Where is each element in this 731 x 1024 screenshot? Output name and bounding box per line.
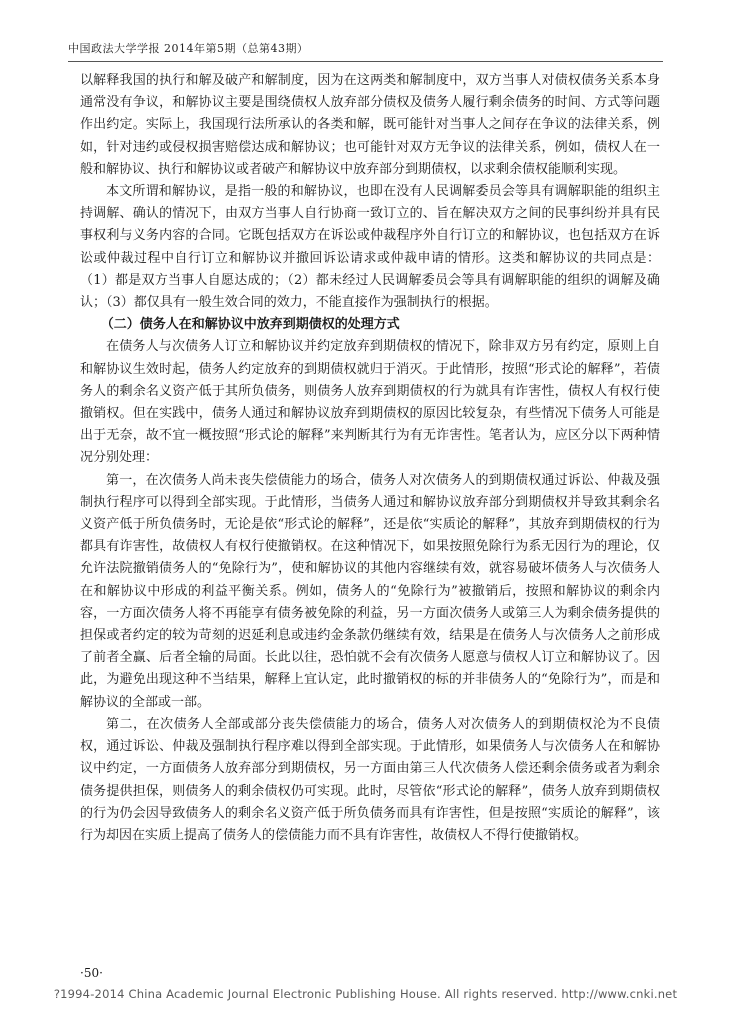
running-header: 中国政法大学学报 2014年第5期（总第43期） xyxy=(68,42,309,55)
page-number: ·50· xyxy=(80,966,103,980)
paragraph-definition: 本文所谓和解协议，是指一般的和解协议，也即在没有人民调解委员会等具有调解职能的组织主持调解、确认的情况下，由双方当事人自行协商一致订立的、旨在解决双方之间的民事纠纷并具有民事权利与义务内容的合同。它既包括双方在诉讼或仲裁程序外自行订立的和解协议，也包括双方在诉讼或仲裁过程中自行订立和解协议并撤回诉讼请求或仲裁申请的情形。这类和解协议的共同点是：（1）都是双方当事人自愿达成的；（2）都未经过人民调解委员会等具有调解职能的组织的调解及确认；（3）都仅具有一般生效合同的效力，不能直接作为强制执行的根据。 xyxy=(80,184,660,311)
paragraph-continued: 以解释我国的执行和解及破产和解制度，因为在这两类和解制度中，双方当事人对债权债务关系本身通常没有争议，和解协议主要是围绕债权人放弃部分债权及债务人履行剩余债务的时间、方式等问题作出约定。实际上，我国现行法所承认的各类和解，既可能针对当事人之间存在争议的法律关系，例如，针对违约或侵权损害赔偿达成和解协议；也可能针对双方无争议的法律关系，例如，债权人在一般和解协议、执行和解协议或者破产和解协议中放弃部分到期债权，以求剩余债权能顺利实现。 xyxy=(80,73,660,177)
copyright-notice: ?1994-2014 China Academic Journal Electronic Publishing House. All rights reserved. http://www.cnki.net xyxy=(53,987,678,1001)
paragraph-case-one: 第一，在次债务人尚未丧失偿债能力的场合，债务人对次债务人的到期债权通过诉讼、仲裁及强制执行程序可以得到全部实现。于此情形，当债务人通过和解协议放弃部分到期债权并导致其剩余名义资产低于所负债务时，无论是依“形式论的解释”，还是依“实质论的解释”，其放弃到期债权的行为都具有诈害性，故债权人有权行使撤销权。在这种情况下，如果按照免除行为系无因行为的理论，仅允许法院撤销债务人的“免除行为”，使和解协议的其他内容继续有效，就容易破坏债务人与次债务人在和解协议中形成的利益平衡关系。例如，债务人的“免除行为”被撤销后，按照和解协议的剩余内容，一方面次债务人将不再能享有债务被免除的利益，另一方面次债务人或第三人为剩余债务提供的担保或者约定的较为苛刻的迟延利息或违约金条款仍继续有效，结果是在债务人与次债务人之前形成了前者全赢、后者全输的局面。长此以往，恐怕就不会有次债务人愿意与债权人订立和解协议了。因此，为避免出现这种不当结果，解释上宜认定，此时撤销权的标的并非债务人的“免除行为”，而是和解协议的全部或一部。 xyxy=(80,472,660,710)
section-heading: （二）债务人在和解协议中放弃到期债权的处理方式 xyxy=(100,317,400,333)
paragraph-intro: 在债务人与次债务人订立和解协议并约定放弃到期债权的情况下，除非双方另有约定，原则上自和解协议生效时起，债务人约定放弃的到期债权就归于消灭。于此情形，按照“形式论的解释”，若债务人的剩余名义资产低于其所负债务，则债务人放弃到期债权的行为就具有诈害性，债权人有权行使撤销权。但在实践中，债务人通过和解协议放弃到期债权的原因比较复杂，有些情况下债务人可能是出于无奈，故不宜一概按照“形式论的解释”来判断其行为有无诈害性。笔者认为，应区分以下两种情况分别处理： xyxy=(80,339,660,466)
header-divider xyxy=(68,61,663,62)
article-body xyxy=(80,70,660,847)
paragraph-case-two: 第二，在次债务人全部或部分丧失偿债能力的场合，债务人对次债务人的到期债权沦为不良债权，通过诉讼、仲裁及强制执行程序难以得到全部实现。于此情形，如果债务人与次债务人在和解协议中约定，一方面债务人放弃部分到期债权，另一方面由第三人代次债务人偿还剩余债务或者为剩余债务提供担保，则债务人的剩余债权仍可实现。此时，尽管依“形式论的解释”，债务人放弃到期债权的行为仍会因导致债务人的剩余名义资产低于所负债务而具有诈害性，但是按照“实质论的解释”，该行为却因在实质上提高了债务人的偿债能力而不具有诈害性，故债权人不得行使撤销权。 xyxy=(80,716,660,843)
